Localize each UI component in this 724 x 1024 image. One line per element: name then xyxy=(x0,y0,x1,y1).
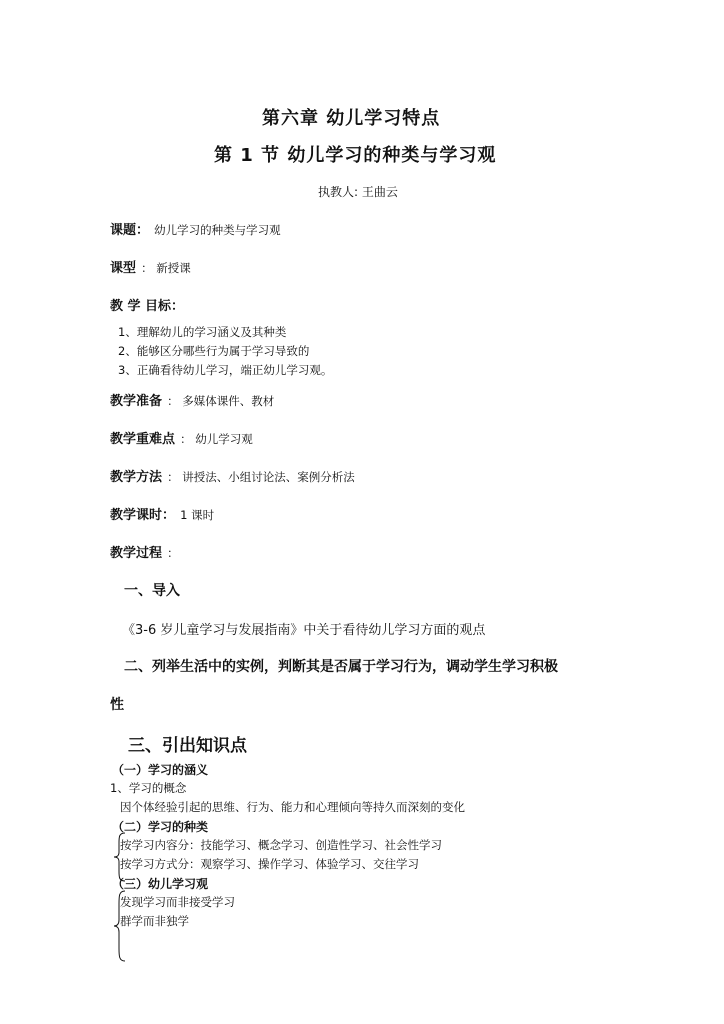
focus-row xyxy=(110,428,253,447)
part-1-title: （一）学习的涵义 xyxy=(112,763,209,777)
part-3-title: （三）幼儿学习观 xyxy=(112,877,209,891)
process-label: 教学过程 xyxy=(110,546,163,561)
goal-item-3: 3、正确看待幼儿学习，端正幼儿学习观。 xyxy=(118,363,333,377)
part-2-title: （二）学习的种类 xyxy=(112,820,209,834)
goal-item-1: 1、理解幼儿的学习涵义及其种类 xyxy=(118,325,287,339)
topic-label: 课题： xyxy=(110,223,150,238)
type-row xyxy=(110,257,191,276)
section-3-title: 三、引出知识点 xyxy=(128,736,247,756)
focus-value: ： 幼儿学习观 xyxy=(180,432,253,446)
prep-value: ： 多媒体课件、教材 xyxy=(167,394,275,408)
topic-row xyxy=(110,219,281,238)
methods-value: ： 讲授法、小组讨论法、案例分析法 xyxy=(167,470,355,484)
hours-value: 1 课时 xyxy=(180,508,215,522)
prep-label: 教学准备 xyxy=(110,394,163,409)
part-1-item: 1、学习的概念 xyxy=(110,781,187,795)
prep-row xyxy=(110,390,274,409)
methods-row xyxy=(110,466,355,485)
section-2-title: 二、列举生活中的实例，判断其是否属于学习行为，调动学生学习积极 xyxy=(124,659,558,675)
brace-icon xyxy=(112,832,128,882)
section-1-title: 一、导入 xyxy=(124,583,180,599)
section-1-text: 《3-6 岁儿童学习与发展指南》中关于看待幼儿学习方面的观点 xyxy=(122,623,486,638)
focus-label: 教学重难点 xyxy=(110,432,176,447)
goal-item-2: 2、能够区分哪些行为属于学习导致的 xyxy=(118,344,310,358)
methods-label: 教学方法 xyxy=(110,470,163,485)
goals-label: 教 学 目标： xyxy=(110,299,185,314)
part-2-by-content: 按学习内容分：技能学习、概念学习、创造性学习、社会性学习 xyxy=(120,838,442,852)
part-3-point-1: 发现学习而非接受学习 xyxy=(120,895,235,909)
type-label: 课型 xyxy=(110,261,137,276)
type-value: ： 新授课 xyxy=(141,261,191,275)
section-title: 第 1 节 幼儿学习的种类与学习观 xyxy=(214,145,497,166)
brace-icon xyxy=(112,890,128,962)
process-value: ： xyxy=(167,546,179,560)
hours-row xyxy=(110,504,214,523)
section-2-title-cont: 性 xyxy=(110,697,124,713)
hours-label: 教学课时： xyxy=(110,508,176,523)
process-row xyxy=(110,542,179,561)
part-3-point-2: 群学而非独学 xyxy=(120,914,189,928)
part-2-by-method: 按学习方式分：观察学习、操作学习、体验学习、交往学习 xyxy=(120,857,419,871)
part-1-definition: 因个体经验引起的思维、行为、能力和心理倾向等持久而深刻的变化 xyxy=(120,800,465,814)
chapter-title: 第六章 幼儿学习特点 xyxy=(262,108,441,129)
topic-value: 幼儿学习的种类与学习观 xyxy=(154,223,281,237)
teacher-line: 执教人: 王曲云 xyxy=(318,185,398,199)
